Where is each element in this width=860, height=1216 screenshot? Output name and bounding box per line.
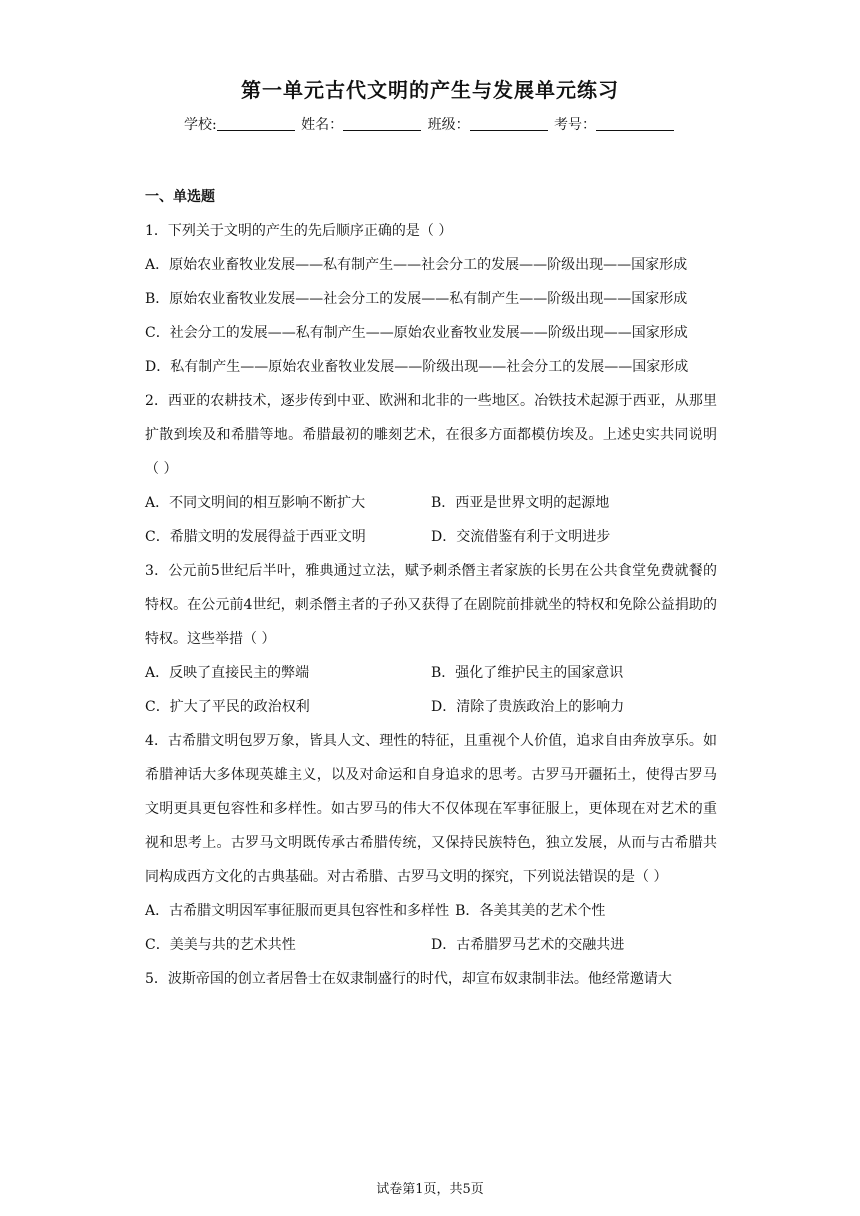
option-row bbox=[145, 894, 717, 928]
option-a: A．古希腊文明因军事征服而更具包容性和多样性 bbox=[145, 903, 450, 919]
option-row bbox=[145, 928, 717, 962]
class-blank bbox=[470, 116, 548, 131]
question-stem: 3．公元前5世纪后半叶，雅典通过立法，赋予刺杀僭主者家族的长男在公共食堂免费就餐的特权。在公元前4世纪，刺杀僭主者的子孙又获得了在剧院前排就坐的特权和免除公益捐助的特权。这些举措（ ） bbox=[145, 563, 717, 647]
option-row bbox=[145, 656, 717, 690]
option-b: B．强化了维护民主的国家意识 bbox=[431, 665, 624, 681]
exam-no-label: 考号： bbox=[554, 117, 597, 133]
name-label: 姓名： bbox=[301, 117, 344, 133]
question-stem: 1．下列关于文明的产生的先后顺序正确的是（ ） bbox=[145, 223, 453, 239]
name-blank bbox=[343, 116, 421, 131]
option-b: B．各美其美的艺术个性 bbox=[455, 903, 606, 919]
option-b: B．原始农业畜牧业发展——社会分工的发展——私有制产生——阶级出现——国家形成 bbox=[145, 291, 688, 307]
option-a: A．原始农业畜牧业发展——私有制产生——社会分工的发展——阶级出现——国家形成 bbox=[145, 257, 688, 273]
option-d: D．古希腊罗马艺术的交融共进 bbox=[431, 937, 625, 953]
option-b: B．西亚是世界文明的起源地 bbox=[431, 495, 610, 511]
exam-no-blank bbox=[596, 116, 674, 131]
school-label: 学校: bbox=[183, 117, 217, 133]
option-c: C．扩大了平民的政治权利 bbox=[145, 699, 310, 715]
student-info-line bbox=[0, 114, 860, 134]
page-title: 第一单元古代文明的产生与发展单元练习 bbox=[241, 78, 619, 102]
question-stem: 5．波斯帝国的创立者居鲁士在奴隶制盛行的时代，却宣布奴隶制非法。他经常邀请大 bbox=[145, 971, 672, 987]
page-footer: 试卷第1页，共5页 bbox=[376, 1182, 484, 1197]
option-row bbox=[145, 690, 717, 724]
option-a: A．反映了直接民主的弊端 bbox=[145, 665, 310, 681]
option-c: C．社会分工的发展——私有制产生——原始农业畜牧业发展——阶级出现——国家形成 bbox=[145, 325, 688, 341]
option-d: D．交流借鉴有利于文明进步 bbox=[431, 529, 611, 545]
school-blank bbox=[217, 116, 295, 131]
question-content bbox=[145, 180, 717, 996]
option-d: D．私有制产生——原始农业畜牧业发展——阶级出现——社会分工的发展——国家形成 bbox=[145, 359, 689, 375]
option-c: C．希腊文明的发展得益于西亚文明 bbox=[145, 529, 366, 545]
question-stem: 4．古希腊文明包罗万象，皆具人文、理性的特征，且重视个人价值，追求自由奔放享乐。如希腊神话大多体现英雄主义，以及对命运和自身追求的思考。古罗马开疆拓土，使得古罗马文明更具更包容性和多样性。如古罗马的伟大不仅体现在军事征服上，更体现在对艺术的重视和思考上。古罗马文明既传承古希腊传统，又保持民族特色，独立发展，从而与古希腊共同构成西方文化的古典基础。对古希腊、古罗马文明的探究，下列说法错误的是（ ） bbox=[145, 733, 717, 885]
question-stem: 2．西亚的农耕技术，逐步传到中亚、欧洲和北非的一些地区。冶铁技术起源于西亚，从那里扩散到埃及和希腊等地。希腊最初的雕刻艺术，在很多方面都模仿埃及。上述史实共同说明（ ） bbox=[145, 393, 717, 477]
option-row bbox=[145, 520, 717, 554]
option-d: D．清除了贵族政治上的影响力 bbox=[431, 699, 625, 715]
option-a: A．不同文明间的相互影响不断扩大 bbox=[145, 495, 366, 511]
class-label: 班级： bbox=[427, 117, 470, 133]
option-row bbox=[145, 486, 717, 520]
option-c: C．美美与共的艺术共性 bbox=[145, 937, 296, 953]
section-heading: 一、单选题 bbox=[145, 189, 215, 205]
